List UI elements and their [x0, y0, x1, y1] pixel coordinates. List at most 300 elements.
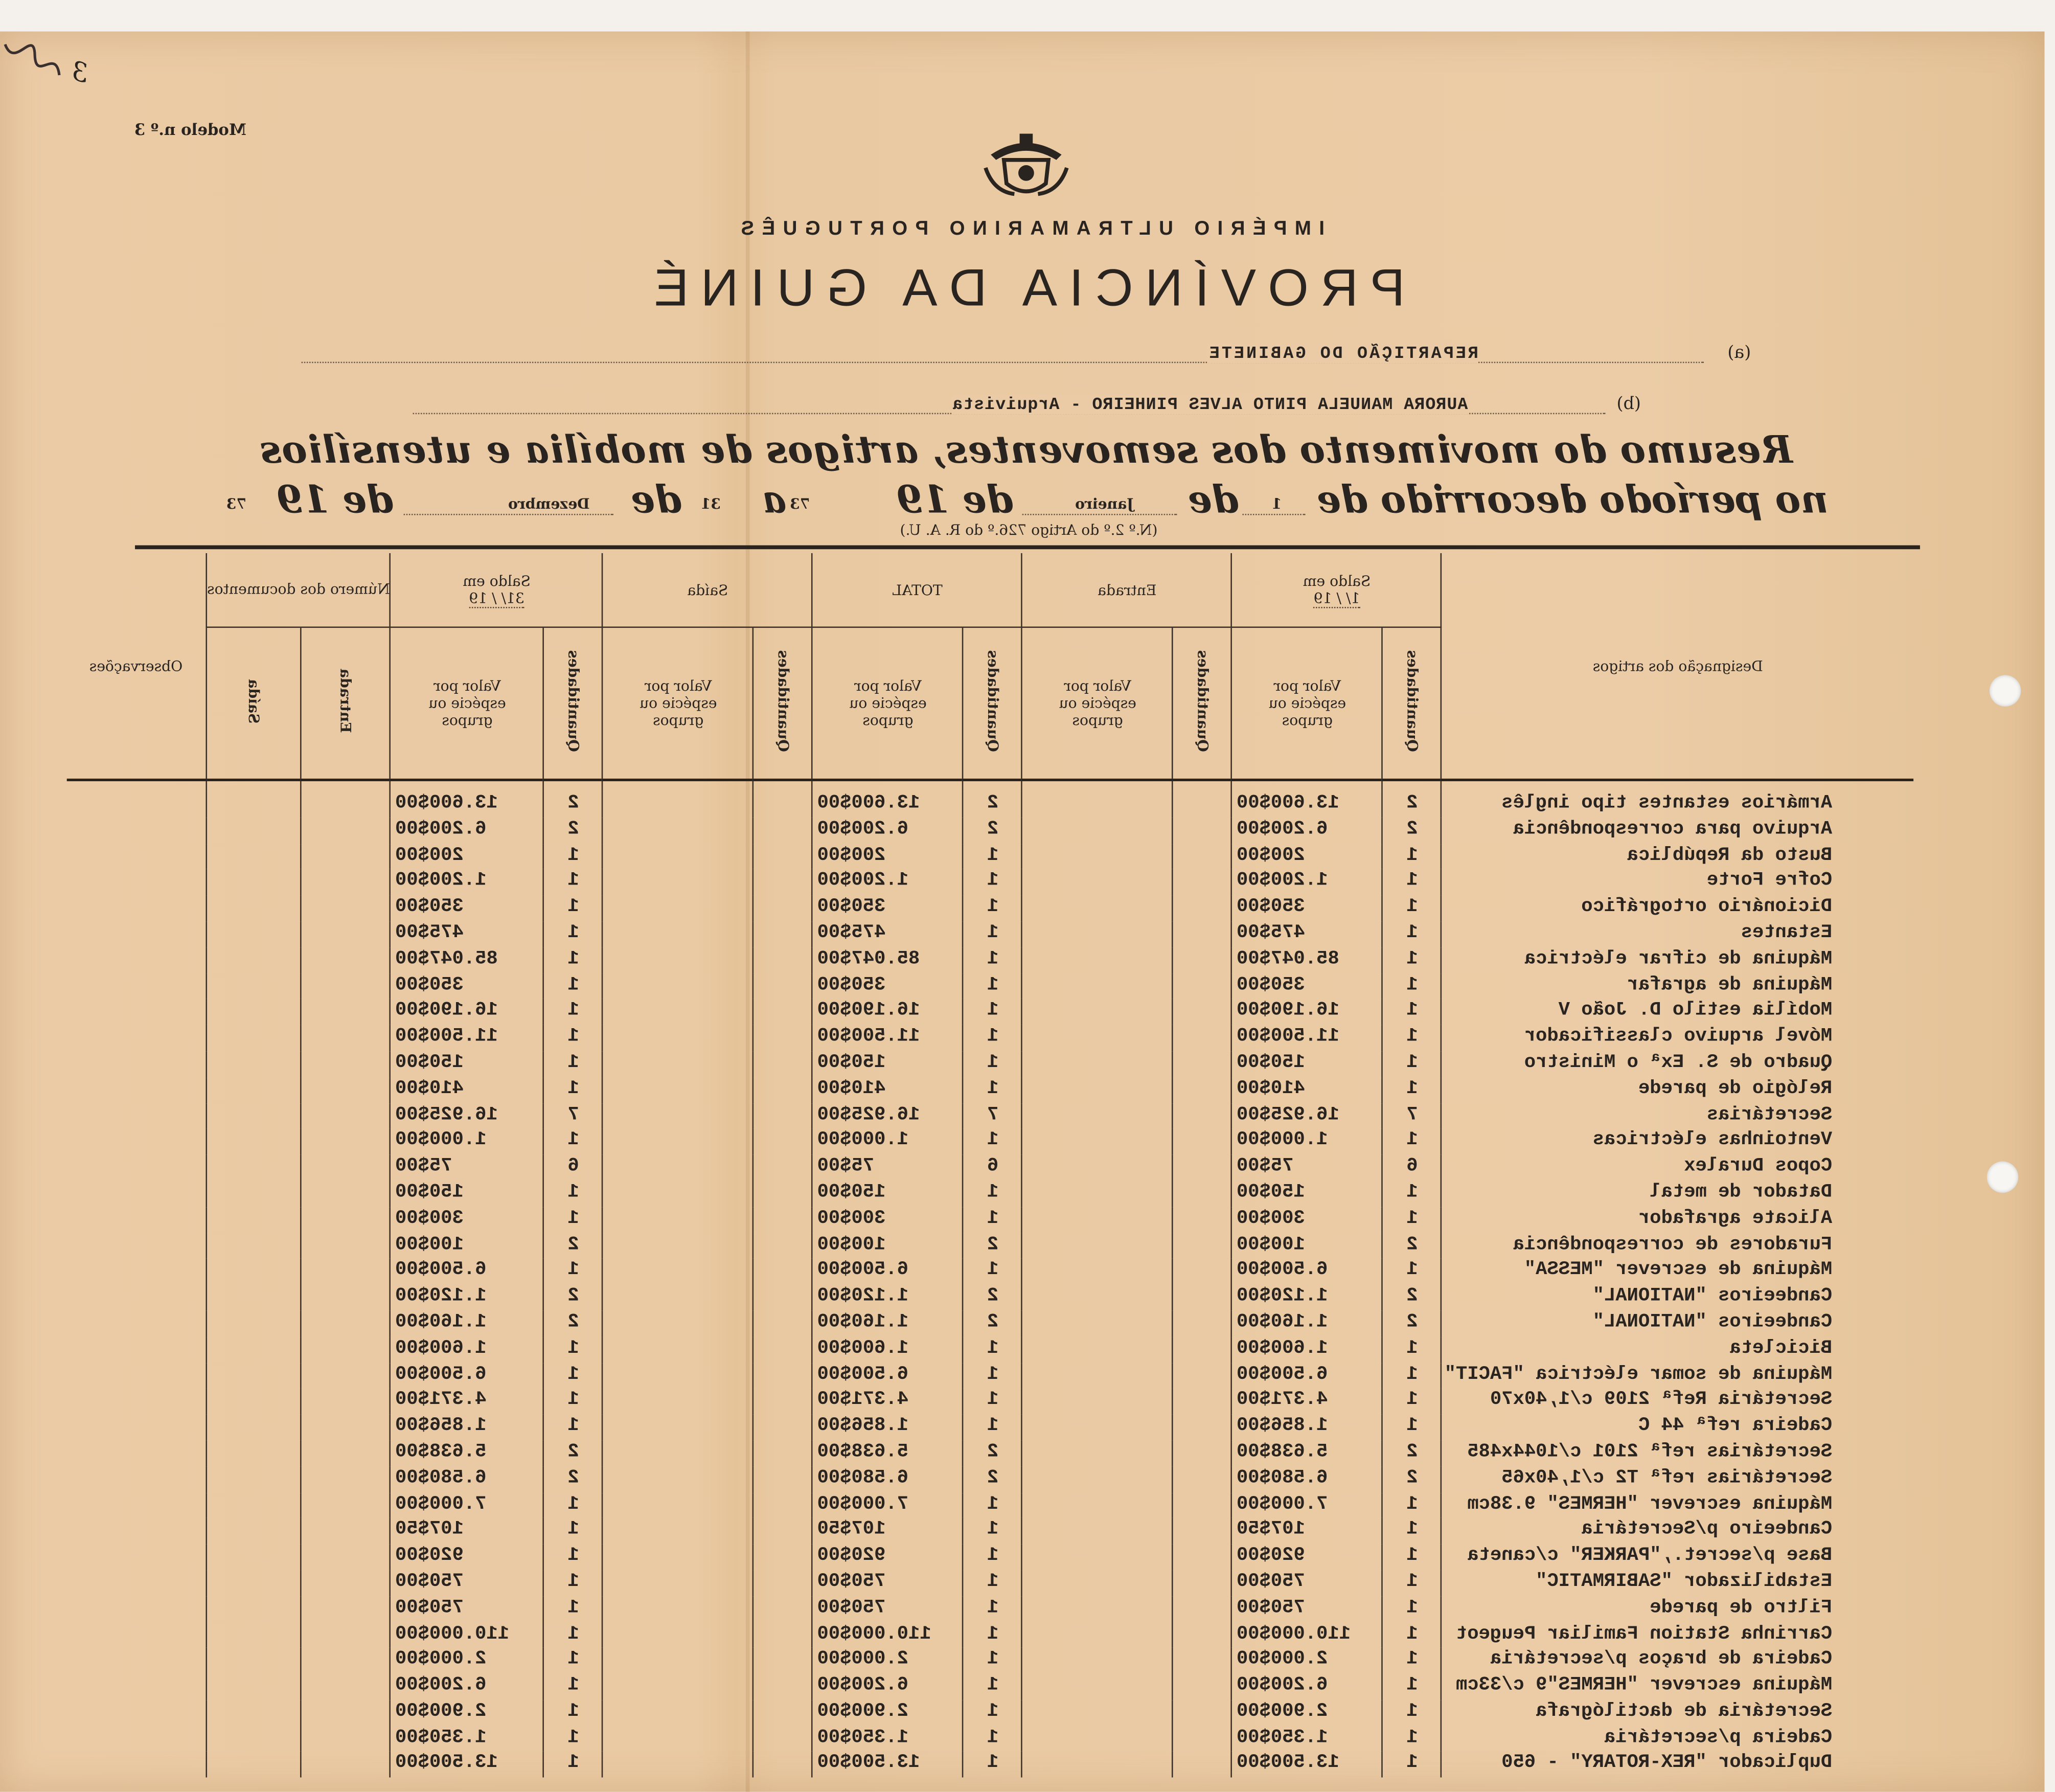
exit-value-cell	[603, 1544, 754, 1570]
entry-value-cell	[1022, 896, 1173, 922]
entry-value-cell	[1022, 1207, 1173, 1233]
opening-value-cell: 410$00	[1232, 1077, 1383, 1103]
doc-entry-cell	[301, 1726, 391, 1752]
exit-qty-cell	[754, 1700, 812, 1726]
doc-exit-cell	[207, 1622, 301, 1648]
observations-cell	[66, 870, 207, 896]
opening-value-cell: 750$00	[1232, 1596, 1383, 1622]
entry-qty-cell	[1173, 1311, 1232, 1337]
period-start-day: 1	[1271, 495, 1282, 513]
closing-value-cell: 11.500$00	[391, 1025, 544, 1051]
opening-value-cell: 6.200$00	[1232, 818, 1383, 844]
total-value-cell: 110.000$00	[813, 1622, 964, 1648]
exit-value-cell	[603, 1596, 754, 1622]
entry-qty-cell	[1173, 1726, 1232, 1752]
doc-exit-cell	[207, 1440, 301, 1466]
doc-exit-cell	[207, 1518, 301, 1545]
doc-entry-cell	[301, 896, 391, 922]
period-end-day: 31	[700, 495, 721, 513]
exit-qty-cell	[754, 1492, 812, 1518]
total-qty-cell: 1	[963, 921, 1022, 947]
entry-value-cell	[1022, 844, 1173, 870]
total-qty-cell: 1	[963, 1129, 1022, 1155]
entry-value-cell	[1022, 1415, 1173, 1441]
total-value-cell: 7.000$00	[813, 1492, 964, 1518]
doc-entry-cell	[301, 818, 391, 844]
doc-exit-cell	[207, 1674, 301, 1700]
closing-value-cell: 1.200$00	[391, 870, 544, 896]
opening-value-cell: 1.160$00	[1232, 1311, 1383, 1337]
header-observations: Observações	[66, 553, 207, 780]
doc-entry-cell	[301, 1336, 391, 1363]
table-row	[66, 1492, 1914, 1518]
total-qty-cell: 6	[963, 1155, 1022, 1181]
doc-entry-cell	[301, 1518, 391, 1545]
closing-value-cell: 5.638$00	[391, 1440, 544, 1466]
closing-value-cell: 110.000$00	[391, 1622, 544, 1648]
total-qty-cell: 1	[963, 1259, 1022, 1285]
exit-qty-cell	[754, 1336, 812, 1363]
observations-cell	[66, 1103, 207, 1129]
header-value: Valor por espécie ou grupos	[603, 627, 754, 780]
doc-exit-cell	[207, 1726, 301, 1752]
header-entry: Entrada	[1022, 553, 1232, 627]
doc-exit-cell	[207, 1259, 301, 1285]
doc-entry-cell	[301, 1570, 391, 1596]
observations-cell	[66, 1440, 207, 1466]
legal-reference: (N.º 2.º do Artigo 726.º do R. A. U.)	[900, 521, 1158, 539]
exit-qty-cell	[754, 1129, 812, 1155]
observations-cell	[66, 1752, 207, 1778]
doc-exit-cell	[207, 1415, 301, 1441]
exit-value-cell	[603, 1285, 754, 1311]
total-qty-cell: 1	[963, 1363, 1022, 1389]
closing-value-cell: 200$00	[391, 844, 544, 870]
total-qty-cell: 1	[963, 1492, 1022, 1518]
entry-qty-cell	[1173, 1336, 1232, 1363]
entry-value-cell	[1022, 1363, 1173, 1389]
exit-qty-cell	[754, 973, 812, 1000]
header-total: TOTAL	[813, 553, 1022, 627]
exit-value-cell	[603, 921, 754, 947]
table-row	[66, 1518, 1914, 1545]
doc-entry-cell	[301, 870, 391, 896]
exit-value-cell	[603, 947, 754, 973]
total-value-cell: 100$00	[813, 1233, 964, 1259]
closing-qty-cell: 1	[544, 1700, 603, 1726]
coat-of-arms-icon	[980, 128, 1072, 202]
province-heading: PROVÍNCIA DA GUINÉ	[642, 259, 1405, 317]
dotted-line	[404, 514, 613, 515]
entry-value-cell	[1022, 1492, 1173, 1518]
entry-value-cell	[1022, 1233, 1173, 1259]
entry-qty-cell	[1173, 1440, 1232, 1466]
doc-exit-cell	[207, 818, 301, 844]
period-end-month: Dezembro	[508, 495, 590, 513]
header-quantities	[544, 627, 603, 780]
designation-cell: Dicionário ortográfico	[1442, 896, 1913, 922]
opening-value-cell: 5.638$00	[1232, 1440, 1383, 1466]
closing-value-cell: 750$00	[391, 1596, 544, 1622]
closing-qty-cell: 1	[544, 1752, 603, 1778]
opening-qty-cell: 1	[1383, 1389, 1442, 1415]
entry-qty-cell	[1173, 870, 1232, 896]
observations-cell	[66, 818, 207, 844]
closing-value-cell: 1.160$00	[391, 1311, 544, 1337]
table-group-header	[66, 553, 1914, 627]
exit-qty-cell	[754, 844, 812, 870]
closing-value-cell: 1.000$00	[391, 1129, 544, 1155]
opening-value-cell: 1.000$00	[1232, 1129, 1383, 1155]
entry-value-cell	[1022, 1726, 1173, 1752]
exit-qty-cell	[754, 1440, 812, 1466]
opening-qty-cell: 1	[1383, 1726, 1442, 1752]
total-qty-cell: 1	[963, 1389, 1022, 1415]
total-value-cell: 16.925$00	[813, 1103, 964, 1129]
entry-value-cell	[1022, 818, 1173, 844]
exit-qty-cell	[754, 818, 812, 844]
exit-value-cell	[603, 1363, 754, 1389]
table-row	[66, 1336, 1914, 1363]
doc-exit-cell	[207, 1233, 301, 1259]
closing-value-cell: 7.000$00	[391, 1492, 544, 1518]
doc-entry-cell	[301, 1259, 391, 1285]
designation-cell: Máquina de somar eléctrica "FACIT"	[1442, 1363, 1913, 1389]
doc-exit-cell	[207, 1648, 301, 1674]
closing-qty-cell: 1	[544, 1518, 603, 1545]
opening-value-cell: 1.856$00	[1232, 1415, 1383, 1441]
doc-entry-cell	[301, 1752, 391, 1778]
doc-entry-cell	[301, 1155, 391, 1181]
total-qty-cell: 2	[963, 792, 1022, 818]
doc-entry-cell	[301, 792, 391, 818]
opening-qty-cell: 1	[1383, 1000, 1442, 1026]
closing-value-cell: 150$00	[391, 1051, 544, 1077]
closing-qty-cell: 1	[544, 973, 603, 1000]
closing-qty-cell: 1	[544, 1207, 603, 1233]
closing-qty-cell: 1	[544, 1622, 603, 1648]
table-row	[66, 1700, 1914, 1726]
total-value-cell: 475$00	[813, 921, 964, 947]
doc-exit-cell	[207, 973, 301, 1000]
opening-qty-cell: 1	[1383, 1207, 1442, 1233]
exit-value-cell	[603, 1492, 754, 1518]
doc-entry-cell	[301, 1700, 391, 1726]
opening-value-cell: 13.500$00	[1232, 1752, 1383, 1778]
entry-value-cell	[1022, 973, 1173, 1000]
header-quantities	[1173, 627, 1232, 780]
doc-exit-cell	[207, 1752, 301, 1778]
observations-cell	[66, 792, 207, 818]
total-value-cell: 6.580$00	[813, 1466, 964, 1492]
entry-qty-cell	[1173, 1674, 1232, 1700]
opening-qty-cell: 1	[1383, 1129, 1442, 1155]
closing-value-cell: 2.900$00	[391, 1700, 544, 1726]
closing-value-cell: 1.350$00	[391, 1726, 544, 1752]
doc-exit-cell	[207, 1285, 301, 1311]
header-quantities-label: Quantidades	[774, 650, 792, 753]
entry-qty-cell	[1173, 844, 1232, 870]
closing-qty-cell: 2	[544, 1233, 603, 1259]
exit-qty-cell	[754, 1103, 812, 1129]
table-row	[66, 1752, 1914, 1778]
header-quantities-label: Quantidades	[1194, 650, 1211, 753]
dotted-line	[1022, 514, 1177, 515]
entry-qty-cell	[1173, 792, 1232, 818]
opening-qty-cell: 1	[1383, 1492, 1442, 1518]
doc-entry-cell	[301, 1648, 391, 1674]
total-value-cell: 13.600$00	[813, 792, 964, 818]
exit-qty-cell	[754, 921, 812, 947]
exit-value-cell	[603, 1103, 754, 1129]
doc-entry-cell	[301, 1025, 391, 1051]
exit-value-cell	[603, 973, 754, 1000]
table-body	[66, 792, 1914, 1778]
opening-qty-cell: 1	[1383, 896, 1442, 922]
entry-qty-cell	[1173, 1363, 1232, 1389]
total-qty-cell: 2	[963, 1466, 1022, 1492]
observations-cell	[66, 1622, 207, 1648]
total-qty-cell: 2	[963, 818, 1022, 844]
entry-qty-cell	[1173, 1000, 1232, 1026]
total-value-cell: 410$00	[813, 1077, 964, 1103]
doc-exit-cell	[207, 921, 301, 947]
total-value-cell: 5.638$00	[813, 1440, 964, 1466]
entry-qty-cell	[1173, 818, 1232, 844]
designation-cell: Base p/secret.,"PARKER" c/caneta	[1442, 1544, 1913, 1570]
closing-qty-cell: 1	[544, 1389, 603, 1415]
exit-qty-cell	[754, 1000, 812, 1026]
entry-value-cell	[1022, 921, 1173, 947]
table-row	[66, 896, 1914, 922]
handwritten-annotation: 3	[0, 34, 93, 95]
header-doc-exit	[207, 627, 301, 780]
opening-qty-cell: 1	[1383, 947, 1442, 973]
exit-value-cell	[603, 1000, 754, 1026]
designation-cell: Carrinha Station Familiar Peugeot	[1442, 1622, 1913, 1648]
entry-qty-cell	[1173, 896, 1232, 922]
exit-qty-cell	[754, 1025, 812, 1051]
total-qty-cell: 1	[963, 1051, 1022, 1077]
closing-value-cell: 4.371$00	[391, 1389, 544, 1415]
total-value-cell: 1.856$00	[813, 1415, 964, 1441]
opening-qty-cell: 1	[1383, 1570, 1442, 1596]
total-value-cell: 4.371$00	[813, 1389, 964, 1415]
exit-value-cell	[603, 1726, 754, 1752]
designation-cell: Filtro de parede	[1442, 1596, 1913, 1622]
closing-value-cell: 75$00	[391, 1155, 544, 1181]
entry-qty-cell	[1173, 973, 1232, 1000]
entry-value-cell	[1022, 1570, 1173, 1596]
doc-exit-cell	[207, 1103, 301, 1129]
designation-cell: Máquina de escrever "MESSA"	[1442, 1259, 1913, 1285]
entry-value-cell	[1022, 1129, 1173, 1155]
exit-value-cell	[603, 896, 754, 922]
doc-entry-cell	[301, 1311, 391, 1337]
designation-cell: Armários estantes tipo inglês	[1442, 792, 1913, 818]
header-date: 31/ / 19	[469, 589, 524, 607]
designation-cell: Secretárias refª 2101 c/1044x485	[1442, 1440, 1913, 1466]
closing-value-cell: 16.190$00	[391, 1000, 544, 1026]
table-row	[66, 1648, 1914, 1674]
exit-qty-cell	[754, 1207, 812, 1233]
exit-value-cell	[603, 1233, 754, 1259]
doc-exit-cell	[207, 1025, 301, 1051]
opening-qty-cell: 1	[1383, 1648, 1442, 1674]
period-label: no período decorrido de	[1316, 477, 1829, 522]
entry-value-cell	[1022, 1259, 1173, 1285]
opening-qty-cell: 1	[1383, 1025, 1442, 1051]
entry-qty-cell	[1173, 1570, 1232, 1596]
doc-exit-cell	[207, 1129, 301, 1155]
closing-value-cell: 475$00	[391, 921, 544, 947]
exit-value-cell	[603, 844, 754, 870]
period-start-year: 73	[790, 495, 810, 513]
closing-qty-cell: 2	[544, 1285, 603, 1311]
exit-value-cell	[603, 1415, 754, 1441]
designation-cell: Secretárias refª T2 c/1,40x65	[1442, 1466, 1913, 1492]
designation-cell: Estantes	[1442, 921, 1913, 947]
opening-qty-cell: 2	[1383, 1466, 1442, 1492]
opening-qty-cell: 1	[1383, 1674, 1442, 1700]
total-qty-cell: 1	[963, 973, 1022, 1000]
header-value: Valor por espécie ou grupos	[813, 627, 964, 780]
closing-qty-cell: 1	[544, 1544, 603, 1570]
doc-entry-cell	[301, 1233, 391, 1259]
total-value-cell: 85.047$00	[813, 947, 964, 973]
observations-cell	[66, 1311, 207, 1337]
closing-qty-cell: 2	[544, 792, 603, 818]
table-row	[66, 947, 1914, 973]
header-value: Valor por espécie ou grupos	[1022, 627, 1173, 780]
opening-qty-cell: 1	[1383, 1181, 1442, 1207]
opening-value-cell: 107$50	[1232, 1518, 1383, 1545]
doc-exit-cell	[207, 1051, 301, 1077]
total-value-cell: 350$00	[813, 896, 964, 922]
designation-cell: Mobília estilo D. João V	[1442, 1000, 1913, 1026]
header-quantities	[754, 627, 812, 780]
doc-entry-cell	[301, 1466, 391, 1492]
total-qty-cell: 1	[963, 1415, 1022, 1441]
table-row	[66, 1466, 1914, 1492]
observations-cell	[66, 921, 207, 947]
observations-cell	[66, 1363, 207, 1389]
designation-cell: Máquina escrever "HERMES"9 c/33cm	[1442, 1674, 1913, 1700]
doc-entry-cell	[301, 947, 391, 973]
opening-qty-cell: 2	[1383, 792, 1442, 818]
header-value: Valor por espécie ou grupos	[391, 627, 544, 780]
closing-value-cell: 350$00	[391, 973, 544, 1000]
entry-value-cell	[1022, 870, 1173, 896]
opening-value-cell: 6.500$00	[1232, 1363, 1383, 1389]
observations-cell	[66, 1000, 207, 1026]
designation-cell: Arquivo para correspondência	[1442, 818, 1913, 844]
doc-entry-cell	[301, 1103, 391, 1129]
closing-value-cell: 150$00	[391, 1181, 544, 1207]
inventory-table	[66, 553, 1914, 1778]
header-designation: Designação dos artigos	[1442, 553, 1913, 780]
doc-entry-cell	[301, 1363, 391, 1389]
observations-cell	[66, 896, 207, 922]
total-qty-cell: 1	[963, 1596, 1022, 1622]
opening-qty-cell: 1	[1383, 1544, 1442, 1570]
entry-value-cell	[1022, 1648, 1173, 1674]
exit-value-cell	[603, 1311, 754, 1337]
doc-exit-cell	[207, 1596, 301, 1622]
opening-value-cell: 11.500$00	[1232, 1025, 1383, 1051]
table-row	[66, 1311, 1914, 1337]
total-qty-cell: 1	[963, 1336, 1022, 1363]
doc-exit-cell	[207, 792, 301, 818]
header-quantities-label: Quantidades	[984, 650, 1001, 753]
doc-exit-cell	[207, 1389, 301, 1415]
header-quantities	[1383, 627, 1442, 780]
total-qty-cell: 1	[963, 1207, 1022, 1233]
observations-cell	[66, 1233, 207, 1259]
opening-value-cell: 750$00	[1232, 1570, 1383, 1596]
department-marker: (a)	[1727, 343, 1751, 364]
observations-cell	[66, 1285, 207, 1311]
entry-qty-cell	[1173, 1051, 1232, 1077]
entry-value-cell	[1022, 947, 1173, 973]
closing-qty-cell: 1	[544, 1129, 603, 1155]
total-value-cell: 6.500$00	[813, 1259, 964, 1285]
doc-exit-cell	[207, 1181, 301, 1207]
doc-entry-cell	[301, 1674, 391, 1700]
exit-qty-cell	[754, 1363, 812, 1389]
total-value-cell: 200$00	[813, 844, 964, 870]
total-value-cell: 11.500$00	[813, 1025, 964, 1051]
total-qty-cell: 1	[963, 1700, 1022, 1726]
exit-qty-cell	[754, 1285, 812, 1311]
observations-cell	[66, 1726, 207, 1752]
total-value-cell: 6.200$00	[813, 1674, 964, 1700]
total-qty-cell: 1	[963, 1181, 1022, 1207]
department-field: REPARTIÇÃO DO GABINETE	[1207, 343, 1478, 364]
entry-qty-cell	[1173, 1622, 1232, 1648]
observations-cell	[66, 973, 207, 1000]
closing-qty-cell: 1	[544, 1259, 603, 1285]
exit-qty-cell	[754, 1596, 812, 1622]
entry-value-cell	[1022, 1077, 1173, 1103]
exit-value-cell	[603, 1674, 754, 1700]
table-row	[66, 1596, 1914, 1622]
opening-value-cell: 6.580$00	[1232, 1466, 1383, 1492]
period-end-year: 73	[226, 495, 246, 513]
opening-qty-cell: 2	[1383, 1233, 1442, 1259]
doc-exit-cell	[207, 1363, 301, 1389]
header-doc-label: Entrada	[337, 669, 354, 734]
total-value-cell: 2.000$00	[813, 1648, 964, 1674]
entry-qty-cell	[1173, 947, 1232, 973]
total-value-cell: 1.600$00	[813, 1336, 964, 1363]
opening-value-cell: 1.350$00	[1232, 1726, 1383, 1752]
department-dotted-line	[302, 362, 1704, 364]
closing-qty-cell: 7	[544, 1103, 603, 1129]
designation-cell: Móvel arquivo classificador	[1442, 1025, 1913, 1051]
entry-qty-cell	[1173, 1077, 1232, 1103]
designation-cell: Datador de metal	[1442, 1181, 1913, 1207]
designation-cell: Bicicleta	[1442, 1336, 1913, 1363]
closing-value-cell: 100$00	[391, 1233, 544, 1259]
total-value-cell: 2.900$00	[813, 1700, 964, 1726]
entry-qty-cell	[1173, 1389, 1232, 1415]
total-value-cell: 107$50	[813, 1518, 964, 1545]
opening-qty-cell: 1	[1383, 1622, 1442, 1648]
exit-qty-cell	[754, 1544, 812, 1570]
closing-value-cell: 920$00	[391, 1544, 544, 1570]
header-documents: Número dos documentos	[207, 553, 391, 627]
